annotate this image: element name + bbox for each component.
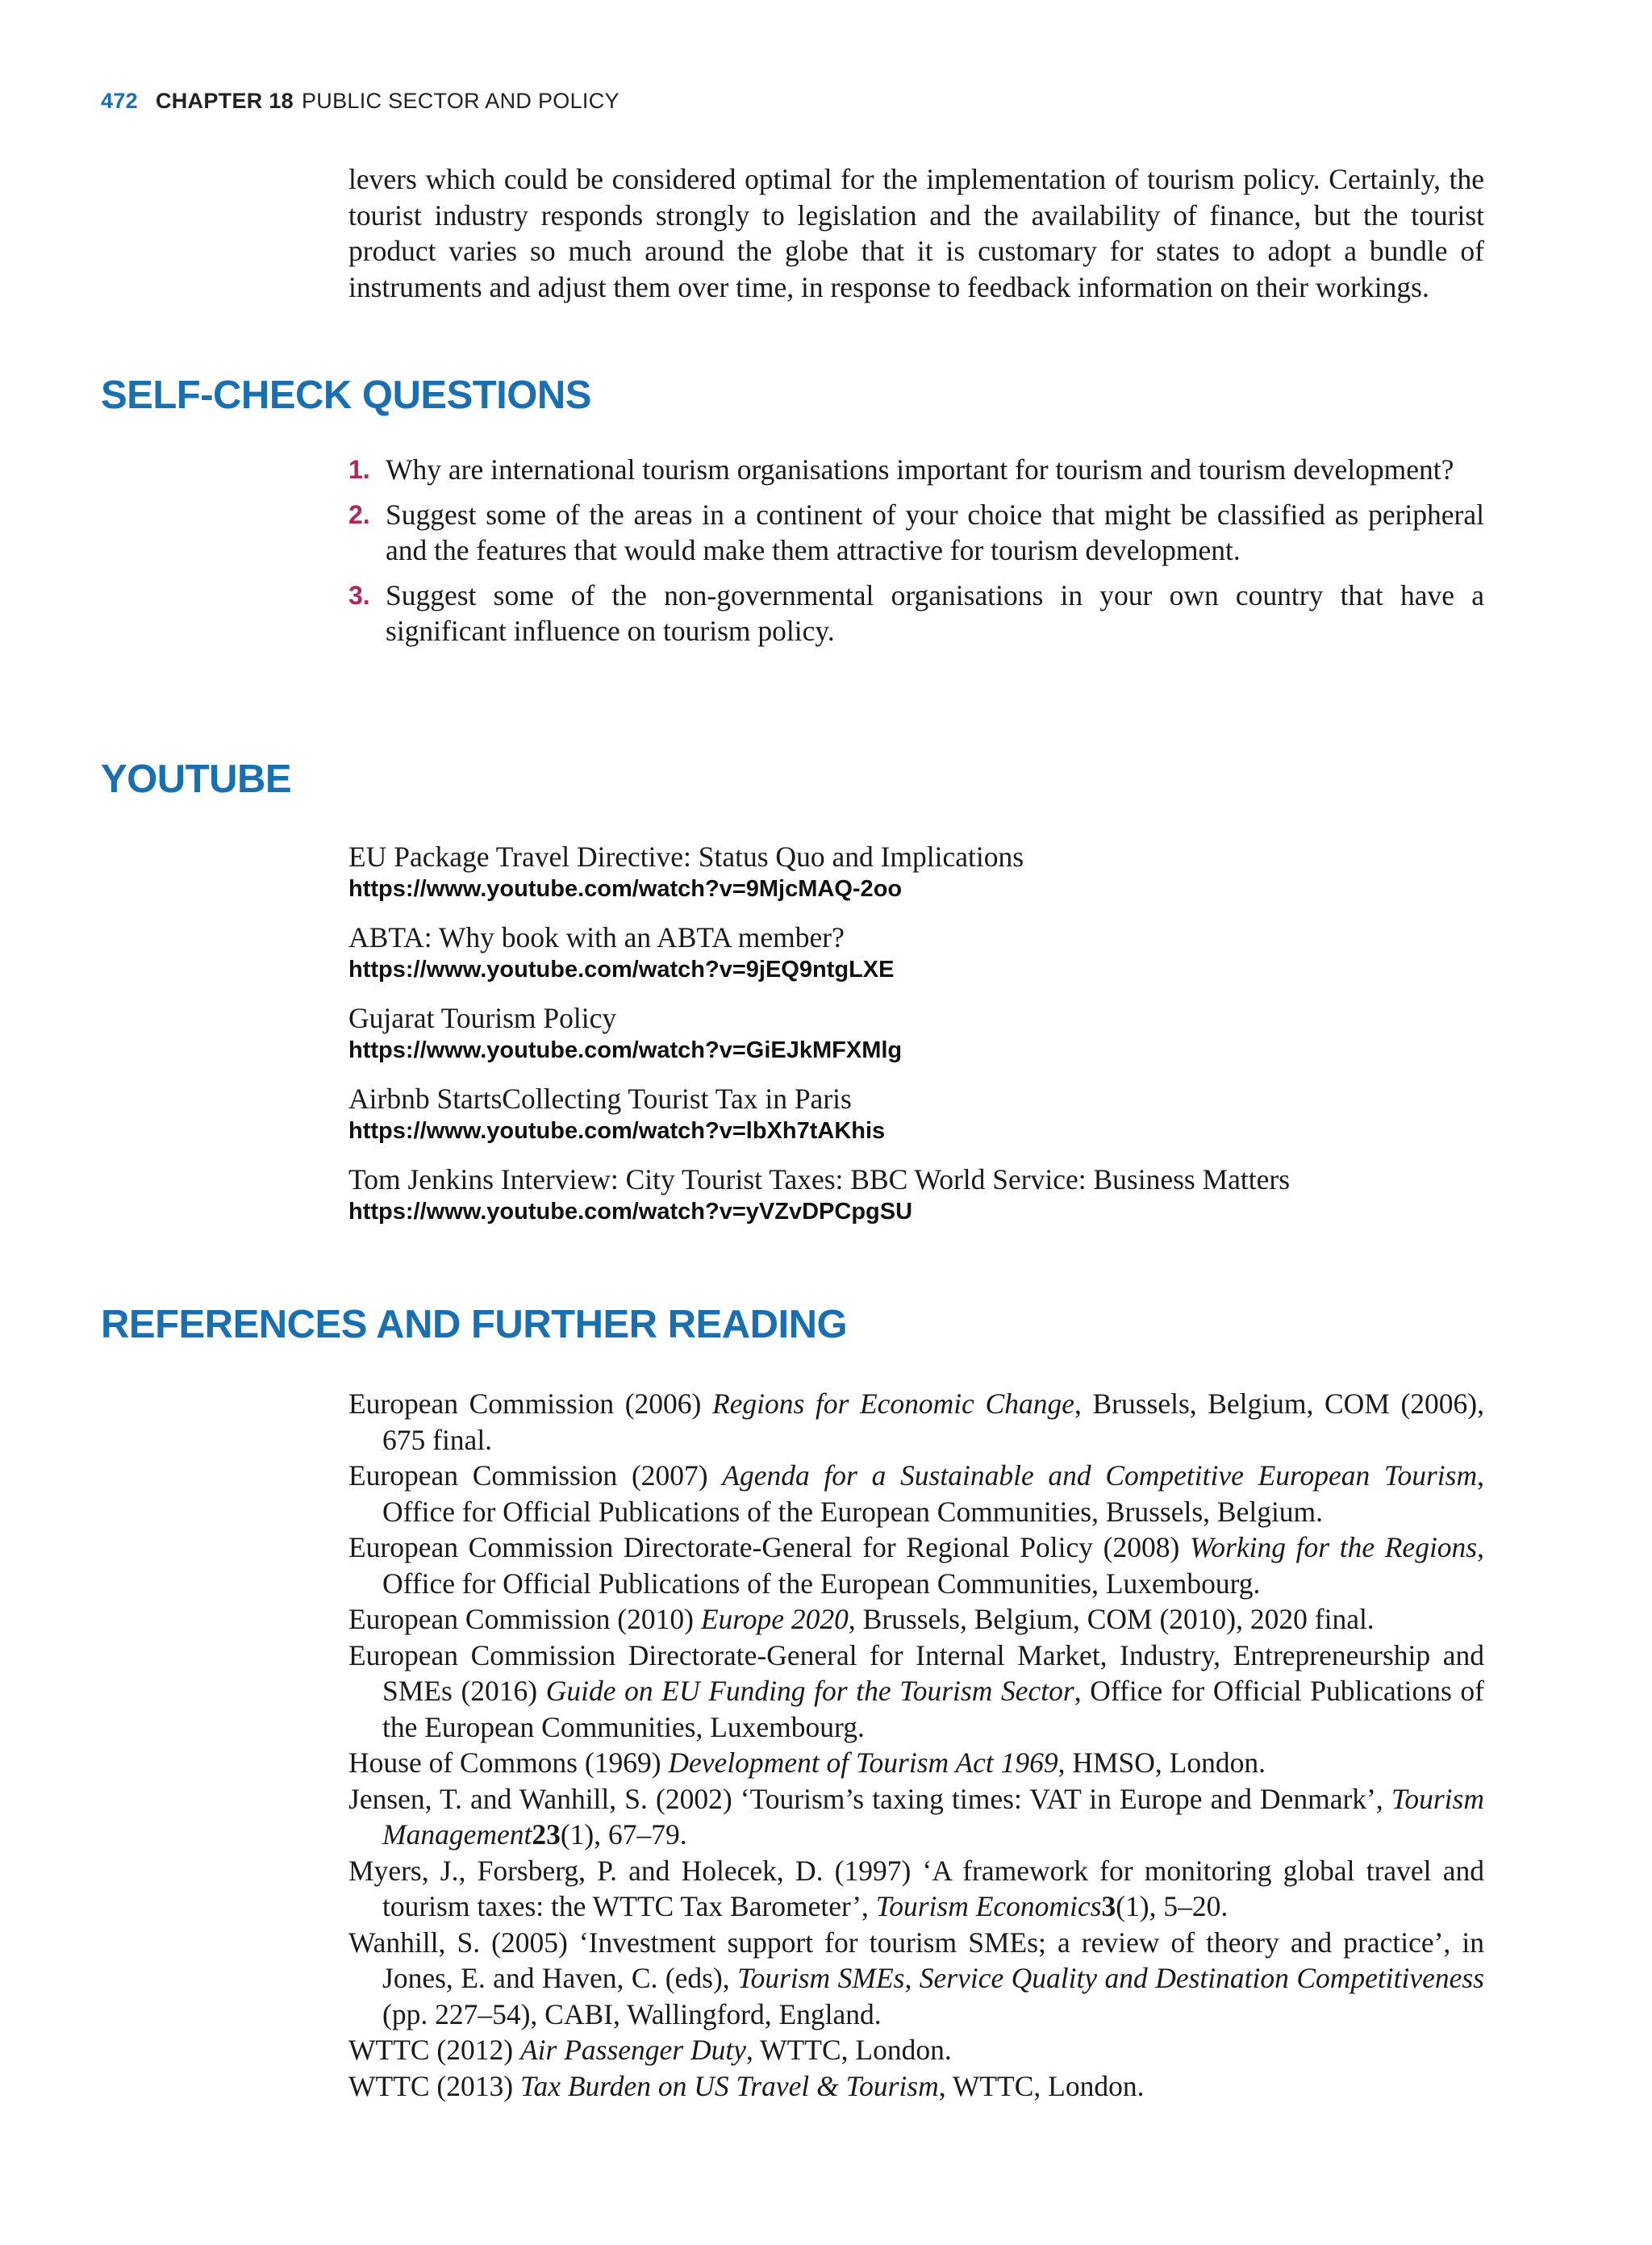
reference-title: Guide on EU Funding for the Tourism Sector <box>545 1675 1074 1707</box>
page-number: 472 <box>101 89 138 113</box>
video-title: ABTA: Why book with an ABTA member? <box>348 921 845 953</box>
reference-text: European Commission (2006) <box>348 1387 712 1420</box>
running-head <box>101 89 620 114</box>
reference-text: WTTC (2013) <box>348 2069 520 2102</box>
video-link[interactable]: https://www.youtube.com/watch?v=9jEQ9ntgLXE <box>348 957 895 983</box>
reference-text: European Commission (2010) <box>348 1603 701 1635</box>
chapter-title: PUBLIC SECTOR AND POLICY <box>302 89 620 113</box>
reference-title: Tax Burden on US Travel & Tourism <box>519 2069 939 2102</box>
reference-text: , WTTC, London. <box>745 2034 952 2066</box>
reference-title: Tourism SMEs, Service Quality and Destination Competitiveness <box>737 1962 1484 1994</box>
video-entry <box>348 839 1484 903</box>
reference-text: , Office for Official Publications of the European Communities, Luxembourg. <box>382 1531 1484 1600</box>
video-entry <box>348 1000 1484 1065</box>
youtube-list <box>348 839 1484 1242</box>
video-link[interactable]: https://www.youtube.com/watch?v=lbXh7tAKhis <box>348 1118 886 1144</box>
reference-entry <box>348 1386 1484 1458</box>
reference-entry <box>348 2068 1484 2105</box>
reference-text: (pp. 227–54), CABI, Wallingford, England. <box>382 1997 882 2030</box>
reference-volume: 23 <box>532 1818 561 1851</box>
reference-list <box>348 1386 1484 2104</box>
reference-text: House of Commons (1969) <box>348 1746 669 1779</box>
reference-text: Myers, J., Forsberg, P. and Holecek, D. (1997) ‘A framework for monitoring global travel and tourism taxes: the WTTC Tax Barometer’, <box>348 1854 1484 1922</box>
reference-entry <box>348 1458 1484 1529</box>
reference-text: (1), 67–79. <box>560 1818 687 1851</box>
reference-entry <box>348 1601 1484 1638</box>
reference-text: , Office for Official Publications of the European Communities, Brussels, Belgium. <box>382 1459 1484 1528</box>
reference-text: Wanhill, S. (2005) ‘Investment support for tourism SMEs; a review of theory and practice’, in Jones, E. and Haven, C. (eds), <box>348 1926 1484 1994</box>
video-entry <box>348 1162 1484 1226</box>
video-link[interactable]: https://www.youtube.com/watch?v=yVZvDPCpgSU <box>348 1199 913 1225</box>
question-number: 2. <box>348 499 370 529</box>
reference-entry <box>348 1925 1484 2033</box>
reference-title: Tourism Management <box>382 1782 1484 1851</box>
reference-entry <box>348 1638 1484 1746</box>
reference-text: European Commission Directorate-General for Internal Market, Industry, Entrepreneurship and SMEs (2016) <box>348 1638 1484 1707</box>
reference-title: Europe 2020 <box>700 1603 849 1635</box>
video-link[interactable]: https://www.youtube.com/watch?v=9MjcMAQ-2oo <box>348 876 903 902</box>
reference-text: , HMSO, London. <box>1058 1746 1266 1779</box>
reference-title: Agenda for a Sustainable and Competitive European Tourism <box>722 1459 1478 1492</box>
video-title: Airbnb StartsCollecting Tourist Tax in Paris <box>348 1083 852 1115</box>
self-check-list <box>348 452 1484 658</box>
reference-entry <box>348 1745 1484 1781</box>
reference-text: Jensen, T. and Wanhill, S. (2002) ‘Tourism’s taxing times: VAT in Europe and Denmark’, <box>348 1782 1391 1815</box>
reference-title: Tourism Economics <box>875 1890 1102 1922</box>
video-title: Tom Jenkins Interview: City Tourist Taxes: BBC World Service: Business Matters <box>348 1163 1291 1196</box>
question-number: 1. <box>348 455 370 484</box>
reference-entry <box>348 2032 1484 2068</box>
video-link[interactable]: https://www.youtube.com/watch?v=GiEJkMFXMlg <box>348 1037 903 1063</box>
reference-title: Development of Tourism Act 1969 <box>668 1746 1058 1779</box>
reference-text: , Brussels, Belgium, COM (2010), 2020 final. <box>848 1603 1375 1635</box>
reference-text: (1), 5–20. <box>1116 1890 1229 1922</box>
question-number: 3. <box>348 580 370 610</box>
reference-title: Regions for Economic Change <box>711 1387 1074 1420</box>
chapter-label: CHAPTER 18 <box>155 89 294 113</box>
question-item <box>348 497 1484 569</box>
self-check-heading: SELF-CHECK QUESTIONS <box>101 373 591 417</box>
video-entry <box>348 920 1484 984</box>
reference-title: Air Passenger Duty <box>519 2034 746 2066</box>
reference-text: , WTTC, London. <box>938 2069 1145 2102</box>
reference-text: European Commission Directorate-General for Regional Policy (2008) <box>348 1531 1190 1563</box>
question-item <box>348 452 1484 488</box>
video-title: EU Package Travel Directive: Status Quo and Implications <box>348 841 1024 873</box>
references-heading: REFERENCES AND FURTHER READING <box>101 1303 848 1346</box>
question-text: Suggest some of the non-governmental organisations in your own country that have a significant influence on tourism policy. <box>386 578 1484 647</box>
reference-title: Working for the Regions <box>1189 1531 1478 1563</box>
question-item <box>348 578 1484 649</box>
video-title: Gujarat Tourism Policy <box>348 1002 617 1034</box>
reference-text: European Commission (2007) <box>348 1459 723 1492</box>
reference-text: , Office for Official Publications of the European Communities, Luxembourg. <box>382 1675 1485 1743</box>
question-text: Suggest some of the areas in a continent of your choice that might be classified as peripheral and the features that would make them attractive for tourism development. <box>386 498 1484 566</box>
reference-entry <box>348 1529 1484 1601</box>
youtube-heading: YOUTUBE <box>101 757 292 801</box>
reference-text: , Brussels, Belgium, COM (2006), 675 final. <box>382 1387 1484 1456</box>
reference-text: WTTC (2012) <box>348 2034 520 2066</box>
reference-entry <box>348 1853 1484 1925</box>
video-entry <box>348 1081 1484 1145</box>
reference-entry <box>348 1781 1484 1853</box>
intro-paragraph: levers which could be considered optimal for the implementation of tourism policy. Certainly, the tourist industry responds strongly to legislation and the availability of finance, but the tourist product varies so much around the globe that it is customary for states to adopt a bundle of instruments and adjust them over time, in response to feedback information on their workings. <box>348 163 1484 303</box>
question-text: Why are international tourism organisations important for tourism and tourism development? <box>386 453 1454 486</box>
reference-volume: 3 <box>1101 1890 1116 1922</box>
